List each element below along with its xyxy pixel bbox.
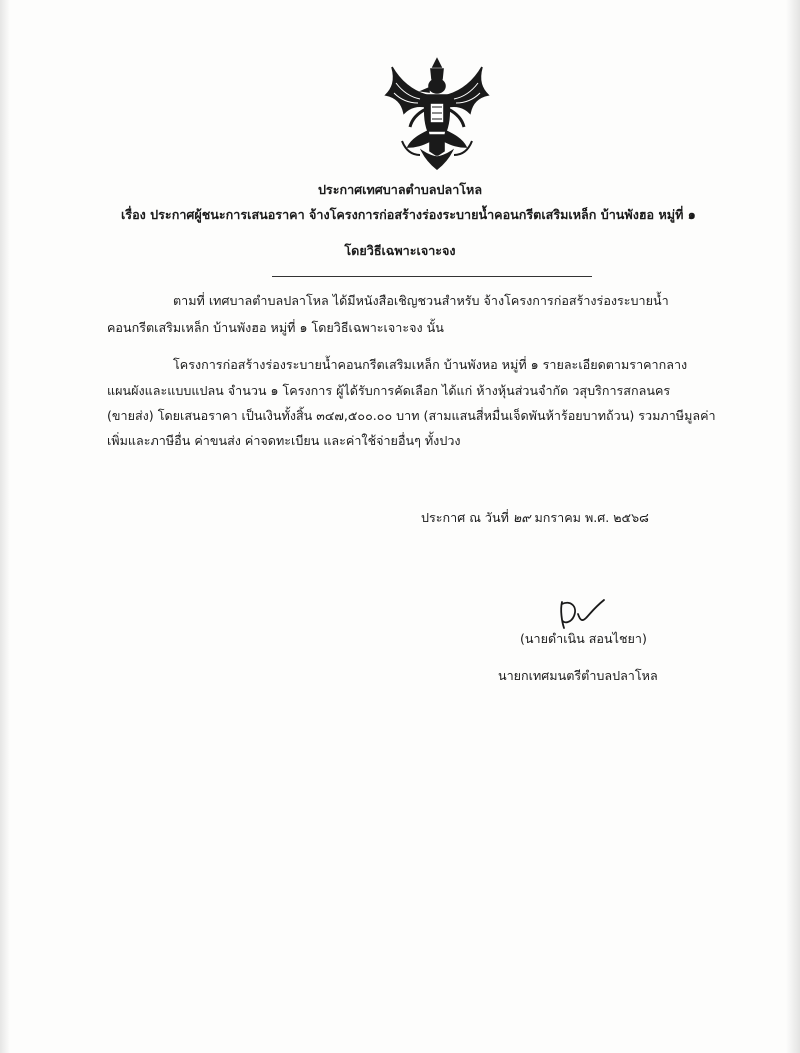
garuda-emblem-icon <box>382 55 492 173</box>
date-day: ๒๙ <box>512 510 531 525</box>
subject-line-2: โดยวิธีเฉพาะเจาะจง <box>344 243 456 258</box>
paragraph-2-line-4: เพิ่มและภาษีอื่น ค่าขนส่ง ค่าจดทะเบียน และค่าใช้จ่ายอื่นๆ ทั้งปวง <box>107 433 461 448</box>
signatory-position: นายกเทศมนตรีตำบลปลาโหล <box>498 668 658 683</box>
subject-line-1: เรื่อง ประกาศผู้ชนะการเสนอราคา จ้างโครงการก่อสร้างร่องระบายน้ำคอนกรีตเสริมเหล็ก บ้านพังฮอ หมู่ที่ ๑ <box>121 207 696 222</box>
date-month-year: มกราคม พ.ศ. ๒๕๖๘ <box>534 510 649 525</box>
scan-shadow-right <box>786 0 800 1053</box>
date-prefix: ประกาศ ณ วันที่ <box>421 510 509 525</box>
header-divider <box>272 276 592 277</box>
scan-shadow-left <box>0 0 10 1053</box>
handwritten-signature <box>552 596 612 634</box>
announcement-title: ประกาศเทศบาลตำบลปลาโหล <box>317 182 483 197</box>
paragraph-2-line-1: โครงการก่อสร้างร่องระบายน้ำคอนกรีตเสริมเหล็ก บ้านพังหอ หมู่ที่ ๑ รายละเอียดตามราคากลาง <box>173 357 688 372</box>
announcement-date <box>421 510 649 526</box>
paragraph-2-line-3: (ขายส่ง) โดยเสนอราคา เป็นเงินทั้งสิ้น ๓๔๗,๕๐๐.๐๐ บาท (สามแสนสี่หมื่นเจ็ดพันห้าร้อยบาทถ้วน) รวมภาษีมูลค่า <box>107 408 716 423</box>
paragraph-2-line-2: แผนผังและแบบแปลน จำนวน ๑ โครงการ ผู้ได้รับการคัดเลือก ได้แก่ ห้างหุ้นส่วนจำกัด วสุบริการสกลนคร <box>107 383 671 398</box>
signatory-name: (นายดำเนิน สอนไชยา) <box>520 631 647 646</box>
paragraph-1-line-2: คอนกรีตเสริมเหล็ก บ้านพังฮอ หมู่ที่ ๑ โดยวิธีเฉพาะเจาะจง นั้น <box>107 320 444 335</box>
paragraph-1-line-1: ตามที่ เทศบาลตำบลปลาโหล ได้มีหนังสือเชิญชวนสำหรับ จ้างโครงการก่อสร้างร่องระบายน้ำ <box>173 293 669 308</box>
